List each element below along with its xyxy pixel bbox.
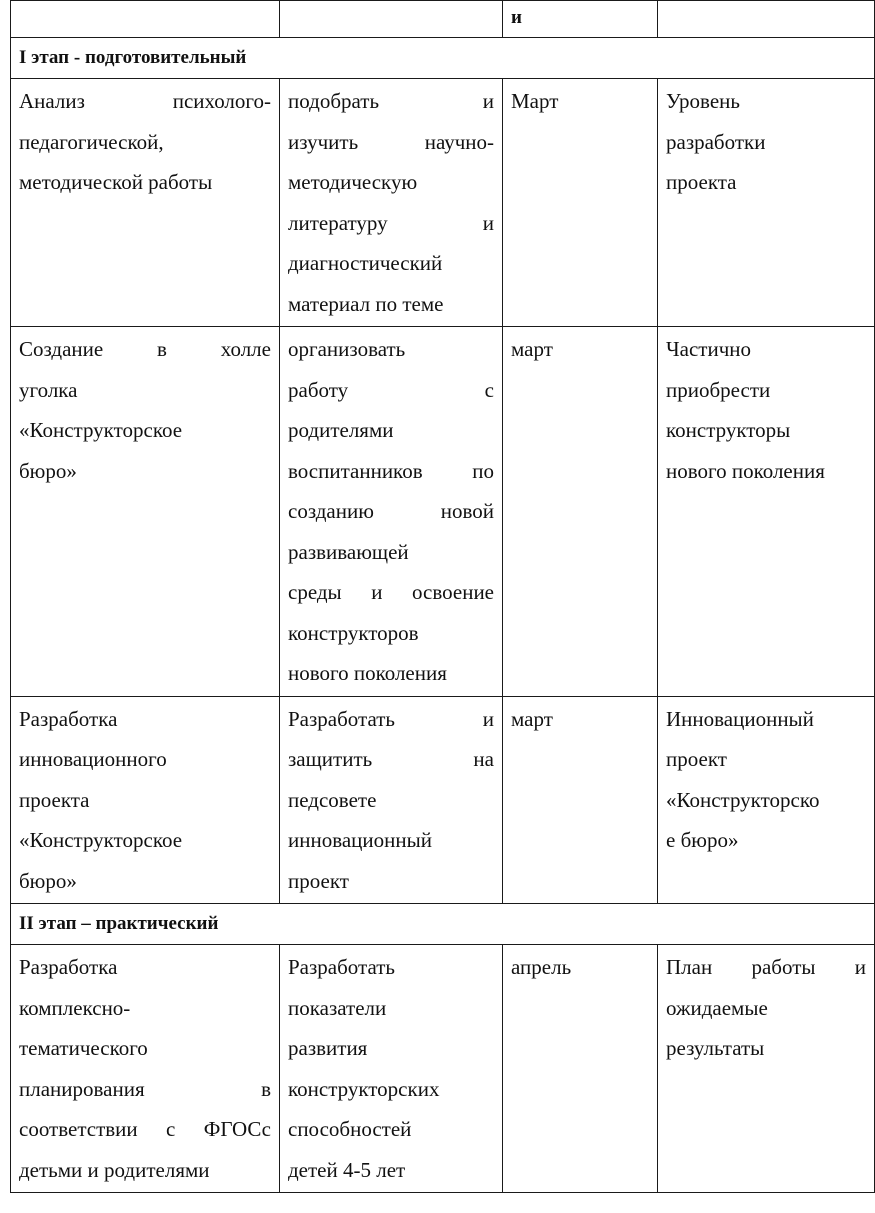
cell-text-line: конструкторов <box>288 620 419 645</box>
cell-text-line: соответствии с ФГОСс <box>19 1117 271 1141</box>
cell-text-line: Уровень <box>666 89 740 113</box>
cell-text-line: Частично <box>666 337 752 361</box>
cell-text-line: комплексно- <box>19 995 131 1020</box>
header-cell-2 <box>280 1 503 38</box>
cell-text-line: проект <box>666 747 727 771</box>
cell-text-line: организовать <box>288 337 406 361</box>
content-cell <box>280 327 503 697</box>
cell-text-line: педагогической, <box>19 129 164 154</box>
cell-text-line: разработки <box>666 129 766 154</box>
cell-text-line: диагностический <box>288 251 443 275</box>
cell-text-line: методическую <box>288 170 418 194</box>
cell-text-line: проект <box>288 868 349 893</box>
cell-text-line: защитить на <box>288 747 494 771</box>
cell-text-line: приобрести <box>666 377 771 402</box>
content-cell <box>280 945 503 1193</box>
cell-text-line: План работы и <box>666 955 866 979</box>
cell-text-line: созданию новой <box>288 499 494 523</box>
cell-text-line: среды и освоение <box>288 580 494 604</box>
stage-title-2: II этап – практический <box>11 904 875 945</box>
cell-text-line: «Конструкторское <box>19 828 183 852</box>
cell-text-line: Разработать и <box>288 706 494 731</box>
cell-text-line: инновационного <box>19 747 167 771</box>
table-row <box>11 79 875 327</box>
cell-text-line: родителями <box>288 418 394 442</box>
table-row <box>11 696 875 904</box>
project-plan-table <box>10 0 875 1193</box>
cell-text-line: «Конструкторско <box>666 787 820 812</box>
cell-text-line: Инновационный <box>666 706 814 731</box>
cell-text-line: планирования в <box>19 1076 271 1101</box>
cell-text-line: уголка <box>19 377 78 402</box>
cell-text-line: Анализ психолого- <box>19 89 271 113</box>
cell-text-line: развивающей <box>288 539 409 564</box>
cell-text-line: ожидаемые <box>666 995 768 1020</box>
month-cell: апрель <box>503 945 658 1193</box>
result-cell <box>658 79 875 327</box>
header-cell-1 <box>11 1 280 38</box>
header-row <box>11 1 875 38</box>
header-cell-3: и <box>503 1 658 38</box>
month-cell: март <box>503 327 658 697</box>
cell-text-line: развития <box>288 1036 368 1060</box>
cell-text-line: «Конструкторское <box>19 418 183 442</box>
cell-text-line: показатели <box>288 995 387 1020</box>
cell-text-line: конструкторы <box>666 418 791 442</box>
month-cell: март <box>503 696 658 904</box>
cell-text-line: работу с <box>288 377 494 402</box>
document-page <box>10 0 866 1193</box>
cell-text-line: проекта <box>19 787 90 812</box>
cell-text-line: Разработать <box>288 955 395 979</box>
task-cell <box>11 696 280 904</box>
cell-text-line: тематического <box>19 1036 148 1060</box>
cell-text-line: бюро» <box>19 868 77 893</box>
cell-text-line: воспитанников по <box>288 458 494 483</box>
cell-text-line: литературу и <box>288 210 494 235</box>
result-cell <box>658 945 875 1193</box>
cell-text-line: результаты <box>666 1036 765 1060</box>
cell-text-line: способностей <box>288 1117 412 1141</box>
result-cell <box>658 696 875 904</box>
cell-text-line: е бюро» <box>666 828 739 852</box>
table-row <box>11 327 875 697</box>
cell-text-line: конструкторских <box>288 1076 440 1101</box>
cell-text-line: нового поколения <box>666 458 825 483</box>
cell-text-line: проекта <box>666 170 737 194</box>
month-cell: Март <box>503 79 658 327</box>
cell-text-line: бюро» <box>19 458 77 483</box>
cell-text-line: подобрать и <box>288 89 494 113</box>
content-cell <box>280 696 503 904</box>
cell-text-line: изучить научно- <box>288 129 494 154</box>
header-cell-4 <box>658 1 875 38</box>
cell-text-line: инновационный <box>288 828 432 852</box>
stage-row-1 <box>11 38 875 79</box>
cell-text-line: Разработка <box>19 706 118 731</box>
stage-title-1: I этап - подготовительный <box>11 38 875 79</box>
task-cell <box>11 79 280 327</box>
table-row <box>11 945 875 1193</box>
cell-text-line: педсовете <box>288 787 377 812</box>
cell-text-line: Создание в холле <box>19 337 271 361</box>
result-cell <box>658 327 875 697</box>
content-cell <box>280 79 503 327</box>
cell-text-line: методической работы <box>19 170 213 194</box>
cell-text-line: детьми и родителями <box>19 1157 210 1182</box>
task-cell <box>11 945 280 1193</box>
cell-text-line: нового поколения <box>288 661 447 685</box>
cell-text-line: Разработка <box>19 955 118 979</box>
task-cell <box>11 327 280 697</box>
stage-row-2 <box>11 904 875 945</box>
cell-text-line: материал по теме <box>288 291 444 316</box>
cell-text-line: детей 4-5 лет <box>288 1157 406 1182</box>
